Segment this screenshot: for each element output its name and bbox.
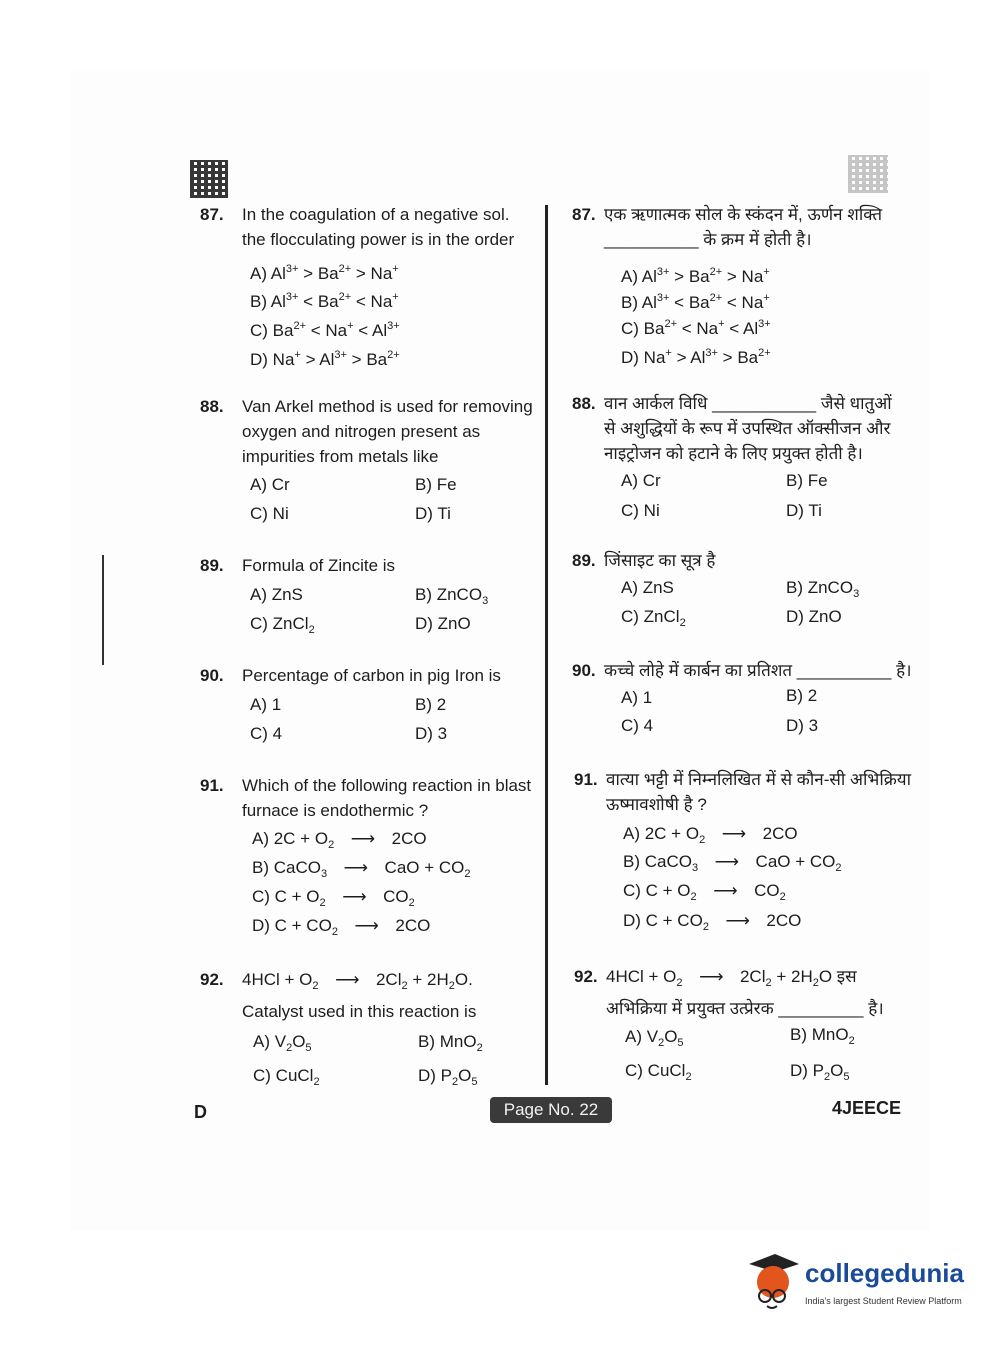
option-91a-hi: A) $2C + O_2$ ⟶ 2CO bbox=[623, 824, 798, 846]
option-89c-hi: C) ZnCl$_2$ bbox=[621, 607, 686, 629]
margin-mark bbox=[102, 555, 104, 665]
option-90c-hi: C) 4 bbox=[621, 716, 654, 735]
column-divider bbox=[545, 205, 548, 1085]
option-90d-hi: D) 3 bbox=[786, 716, 819, 735]
mascot-icon bbox=[745, 1250, 801, 1312]
option-88c-hi: C) Ni bbox=[621, 501, 660, 520]
option-90b-hi: B) 2 bbox=[786, 686, 818, 705]
paper-code: 4JEECE bbox=[832, 1098, 902, 1118]
option-92a-en: A) $V_2O_5$ bbox=[253, 1032, 312, 1054]
option-90a-en: A) 1 bbox=[250, 695, 282, 714]
option-88a-hi: A) Cr bbox=[621, 471, 661, 490]
option-87d-en: D) $Na^+ > Al^{3+} > Ba^{2+}$ bbox=[250, 349, 400, 369]
option-89a-hi: A) ZnS bbox=[621, 578, 674, 597]
option-92b-hi: B) MnO$_2$ bbox=[790, 1025, 855, 1047]
collegedunia-logo bbox=[745, 1250, 975, 1320]
option-89d-hi: D) ZnO bbox=[786, 607, 842, 626]
option-88a-en: A) Cr bbox=[250, 475, 290, 494]
option-91b-hi: B) CaCO$_3$ ⟶ CaO + $CO_2$ bbox=[623, 852, 842, 874]
option-89d-en: D) ZnO bbox=[415, 614, 471, 633]
option-88b-en: B) Fe bbox=[415, 475, 457, 494]
option-91c-en: C) $C + O_2$ ⟶ $CO_2$ bbox=[252, 887, 415, 909]
option-87c-hi: C) $Ba^{2+} < Na^+ < Al^{3+}$ bbox=[621, 318, 771, 338]
option-91c-hi: C) $C + O_2$ ⟶ $CO_2$ bbox=[623, 881, 786, 903]
option-87a-en: A) $Al^{3+} > Ba^{2+} > Na^+$ bbox=[250, 263, 399, 283]
option-90b-en: B) 2 bbox=[415, 695, 447, 714]
option-91b-en: B) CaCO$_3$ ⟶ CaO + $CO_2$ bbox=[252, 858, 471, 880]
option-89c-en: C) ZnCl$_2$ bbox=[250, 614, 315, 636]
option-92d-hi: D) $P_2O_5$ bbox=[790, 1061, 850, 1083]
option-87a-hi: A) $Al^{3+} > Ba^{2+} > Na^+$ bbox=[621, 266, 770, 286]
option-88b-hi: B) Fe bbox=[786, 471, 828, 490]
qr-code-icon bbox=[190, 160, 228, 198]
option-87d-hi: D) $Na^+ > Al^{3+} > Ba^{2+}$ bbox=[621, 347, 771, 367]
option-87b-en: B) $Al^{3+} < Ba^{2+} < Na^+$ bbox=[250, 291, 399, 311]
option-90d-en: D) 3 bbox=[415, 724, 448, 743]
option-91d-en: D) $C + CO_2$ ⟶ 2CO bbox=[252, 916, 431, 938]
option-91a-en: A) $2C + O_2$ ⟶ 2CO bbox=[252, 829, 427, 851]
option-92a-hi: A) $V_2O_5$ bbox=[625, 1027, 684, 1049]
option-89a-en: A) ZnS bbox=[250, 585, 303, 604]
option-92c-en: C) CuCl$_2$ bbox=[253, 1066, 320, 1088]
option-90c-en: C) 4 bbox=[250, 724, 283, 743]
option-87b-hi: B) $Al^{3+} < Ba^{2+} < Na^+$ bbox=[621, 292, 770, 312]
option-92c-hi: C) CuCl$_2$ bbox=[625, 1061, 692, 1083]
option-88d-hi: D) Ti bbox=[786, 501, 822, 520]
option-91d-hi: D) $C + CO_2$ ⟶ 2CO bbox=[623, 911, 802, 933]
option-87c-en: C) $Ba^{2+} < Na^+ < Al^{3+}$ bbox=[250, 320, 400, 340]
set-code: D bbox=[194, 1102, 207, 1122]
option-89b-hi: B) ZnCO$_3$ bbox=[786, 578, 860, 600]
page-number: Page No. 22 bbox=[490, 1097, 612, 1123]
option-92b-en: B) MnO$_2$ bbox=[418, 1032, 483, 1054]
logo-name: collegedunia bbox=[805, 1258, 964, 1288]
option-90a-hi: A) 1 bbox=[621, 688, 653, 707]
option-92d-en: D) $P_2O_5$ bbox=[418, 1066, 478, 1088]
logo-tagline: India's largest Student Review Platform bbox=[805, 1296, 962, 1306]
option-88c-en: C) Ni bbox=[250, 504, 289, 523]
option-89b-en: B) ZnCO$_3$ bbox=[415, 585, 489, 607]
option-88d-en: D) Ti bbox=[415, 504, 451, 523]
faded-qr-code-icon bbox=[848, 155, 888, 193]
